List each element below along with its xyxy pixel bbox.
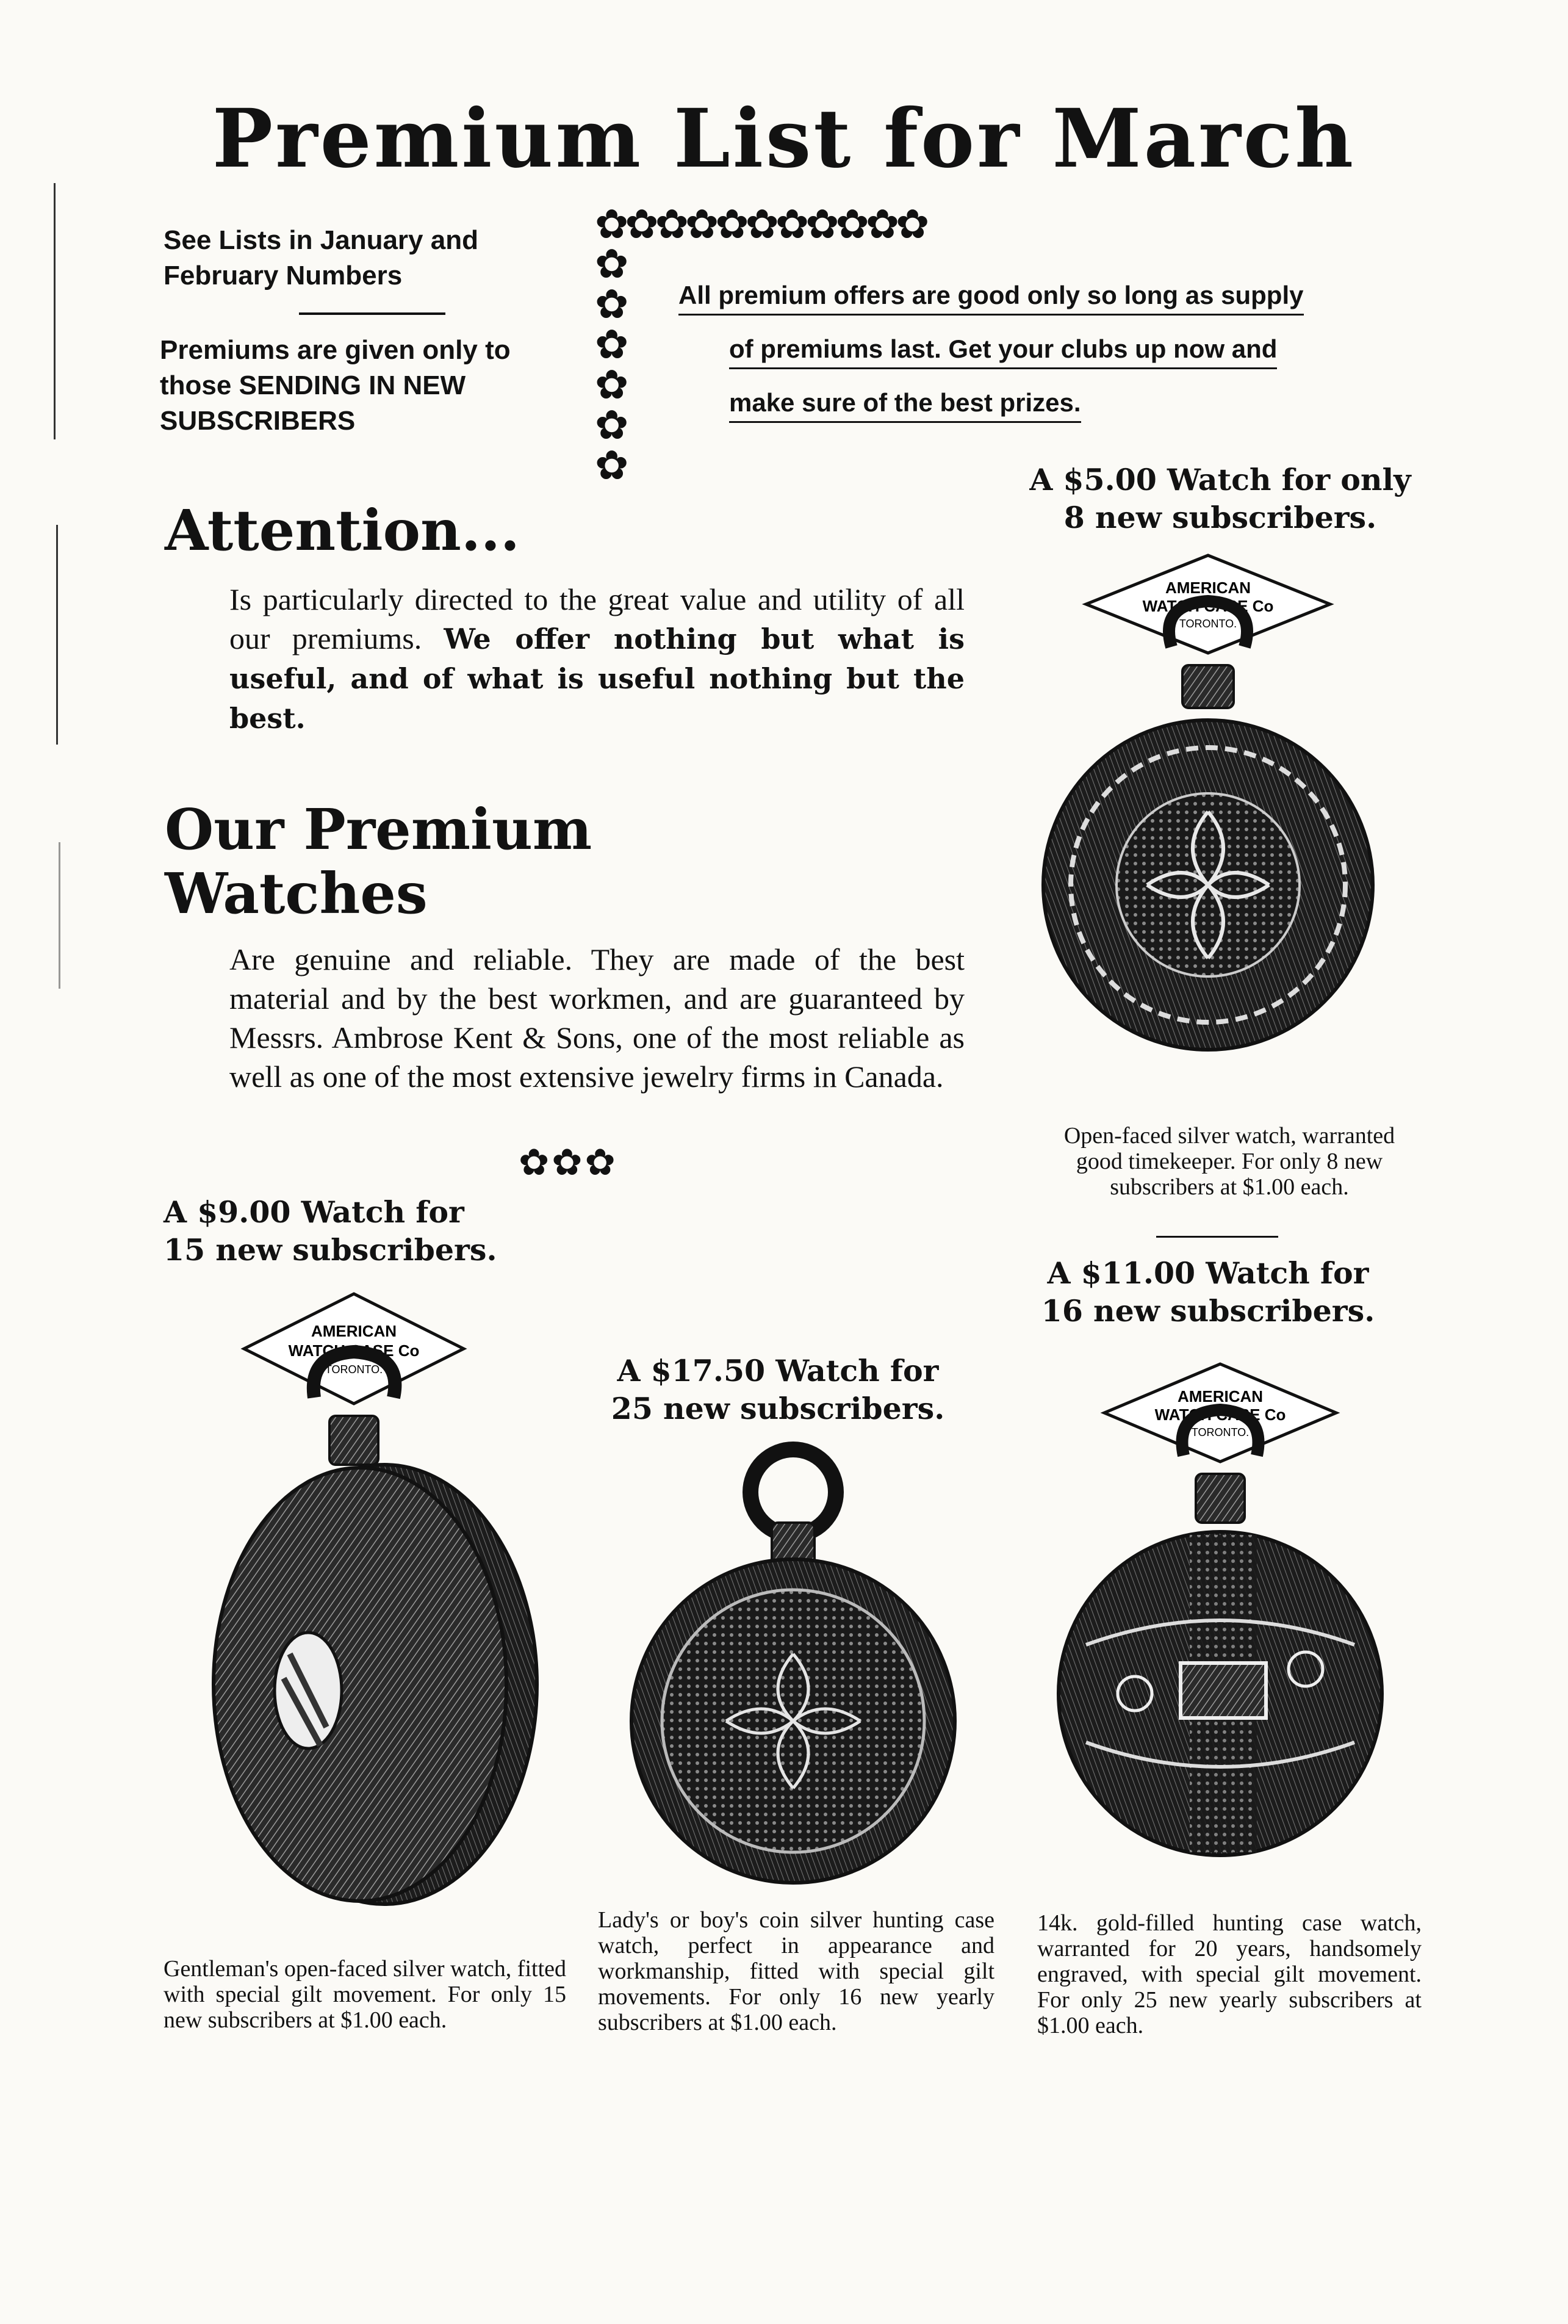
section-divider-ornament: ✿✿✿ (519, 1141, 618, 1184)
badge-line-3: TORONTO. (325, 1363, 383, 1376)
offer-5-title: A $5.00 Watch for only 8 new subscribers. (1029, 462, 1411, 535)
badge-line-1: AMERICAN (1165, 579, 1251, 597)
scan-margin-line (59, 842, 60, 989)
offer-17-title: A $17.50 Watch for 25 new subscribers. (611, 1353, 945, 1426)
right-column-divider (1156, 1236, 1278, 1238)
notice-line-3: make sure of the best prizes. (729, 388, 1081, 423)
badge-line-3: TORONTO. (1179, 618, 1237, 630)
notice-line-2: of premiums last. Get your clubs up now and (729, 334, 1277, 369)
flower-border-left: ✿ ✿ ✿ ✿ ✿ ✿ (595, 240, 629, 489)
watch-5-illustration (1037, 543, 1379, 1129)
premiums-given-note: Premiums are given only to those SENDING IN NEW SUBSCRIBERS (160, 335, 511, 436)
badge-line-1: AMERICAN (1177, 1387, 1264, 1406)
badge-line-2: WATCH CASE Co (1154, 1406, 1286, 1424)
watch-17-illustration (616, 1434, 970, 1922)
scan-margin-line (56, 525, 58, 745)
attention-text-plain: Is particularly directed to the great value and utility of all our premiums. (229, 582, 965, 655)
flower-border-top: ✿✿✿✿✿✿✿✿✿✿✿ (595, 201, 926, 248)
attention-text-bold: We offer nothing but what is useful, and of what is useful nothing but the best. (229, 622, 965, 735)
watches-text: Are genuine and reliable. They are made of the best material and by the best workmen, and are guaranteed by Messrs. Ambrose Kent & Sons, one of the most reliable as well as one of the most extensive jewelry firms in Canada. (229, 942, 965, 1094)
badge-line-2: WATCH CASE Co (288, 1341, 420, 1360)
offer-17-caption: Lady's or boy's coin silver hunting case watch, perfect in appearance and workmanship, fitted with special gilt movements. For only 16 new yearly subscribers at $1.00 each. (598, 1907, 994, 2035)
offer-9-caption: Gentleman's open-faced silver watch, fitted with special gilt movement. For only 15 new subscribers at $1.00 each. (164, 1956, 566, 2033)
offer-5-caption: Open-faced silver watch, warranted good timekeeper. For only 8 new subscribers at $1.00 each. (1063, 1123, 1395, 1200)
lists-note: See Lists in January and February Numbers (164, 225, 478, 290)
page-title: Premium List for March (212, 92, 1356, 186)
attention-text (229, 580, 965, 738)
offer-9-title: A $9.00 Watch for 15 new subscribers. (164, 1194, 497, 1268)
attention-heading: Attention... (165, 497, 520, 563)
notice-line-1: All premium offers are good only so long as supply (678, 281, 1304, 316)
notes-divider (299, 312, 445, 315)
badge-line-2: WATCH CASE Co (1142, 597, 1274, 615)
watches-heading-line-1: Our Premium (165, 796, 592, 862)
badge-line-3: TORONTO. (1191, 1426, 1250, 1438)
scan-margin-line (54, 183, 56, 439)
watch-9-illustration (177, 1282, 555, 1922)
offer-11-title: A $11.00 Watch for 16 new subscribers. (1041, 1255, 1375, 1329)
watch-11-illustration (1049, 1352, 1391, 1938)
badge-line-1: AMERICAN (311, 1322, 397, 1340)
offer-11-caption: 14k. gold-filled hunting case watch, warranted for 20 years, handsomely engraved, with special gilt movement. For only 25 new yearly subscribers at $1.00 each. (1037, 1910, 1422, 2038)
watches-heading-line-2: Watches (165, 861, 428, 926)
